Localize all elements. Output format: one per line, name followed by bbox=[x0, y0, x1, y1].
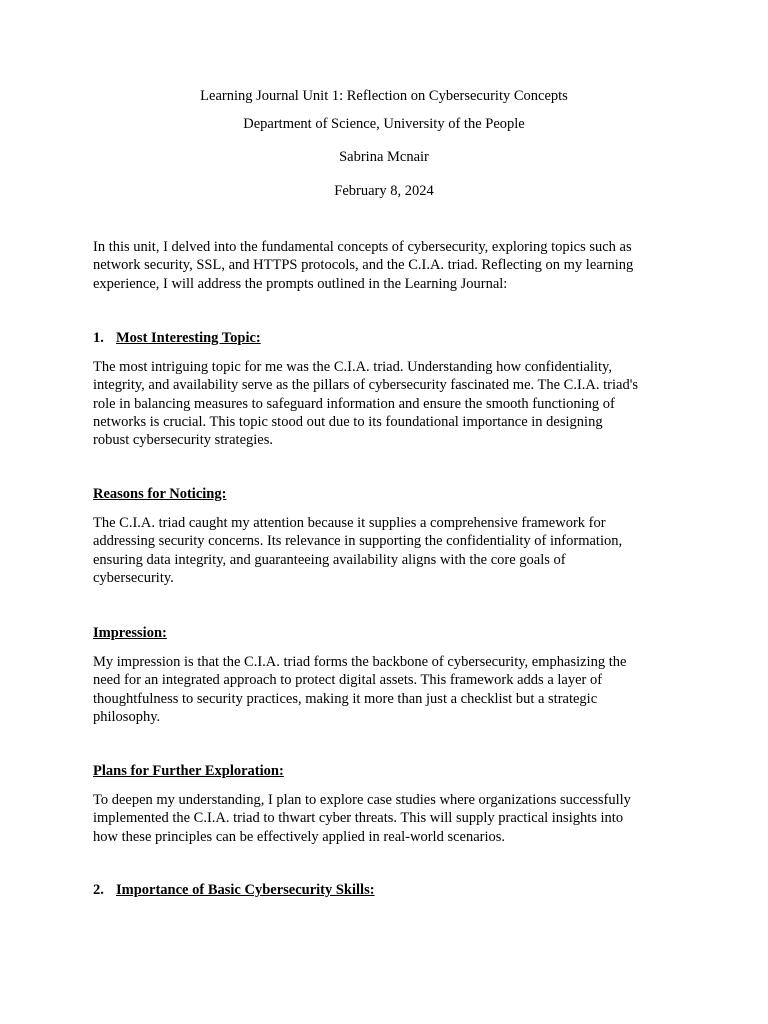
paragraph-line: role in balancing measures to safeguard information and ensure the smooth functioning of bbox=[93, 395, 615, 412]
document-date: February 8, 2024 bbox=[334, 183, 434, 199]
paragraph-line: The most intriguing topic for me was the C.I.A. triad. Understanding how confidentiality, bbox=[93, 359, 612, 375]
paragraph-line: networks is crucial. This topic stood out due to its foundational importance in designing bbox=[93, 413, 603, 430]
section-heading-text: Importance of Basic Cybersecurity Skills: bbox=[116, 882, 375, 898]
author-name: Sabrina Mcnair bbox=[339, 149, 429, 165]
section-heading-text: Most Interesting Topic: bbox=[116, 330, 261, 346]
paragraph-line: implemented the C.I.A. triad to thwart cyber threats. This will supply practical insights into bbox=[93, 810, 624, 827]
paragraph-line: cybersecurity. bbox=[93, 569, 174, 586]
paragraph-line: network security, SSL, and HTTPS protocols, and the C.I.A. triad. Reflecting on my learning bbox=[93, 257, 634, 274]
paragraph-line: In this unit, I delved into the fundamental concepts of cybersecurity, exploring topics such as bbox=[93, 239, 632, 255]
section-2-heading bbox=[93, 882, 375, 899]
section-1-paragraph bbox=[93, 358, 683, 449]
heading-text: Impression: bbox=[93, 625, 167, 641]
paragraph-line: philosophy. bbox=[93, 708, 161, 725]
paragraph-line: need for an integrated approach to protect digital assets. This framework adds a layer of bbox=[93, 672, 603, 689]
impression-paragraph bbox=[93, 653, 683, 726]
paragraph-line: thoughtfulness to security practices, making it more than just a checklist but a strategic bbox=[93, 690, 598, 707]
paragraph-line: experience, I will address the prompts outlined in the Learning Journal: bbox=[93, 275, 508, 292]
heading-text: Plans for Further Exploration: bbox=[93, 763, 284, 779]
paragraph-line: robust cybersecurity strategies. bbox=[93, 432, 273, 449]
reasons-paragraph bbox=[93, 514, 683, 587]
department-line: Department of Science, University of the People bbox=[243, 116, 525, 132]
paragraph-line: addressing security concerns. Its relevance in supporting the confidentiality of information, bbox=[93, 533, 623, 550]
paragraph-line: integrity, and availability serve as the pillars of cybersecurity fascinated me. The C.I.A. triad's bbox=[93, 377, 638, 394]
intro-paragraph bbox=[93, 238, 683, 293]
document-title: Learning Journal Unit 1: Reflection on Cybersecurity Concepts bbox=[200, 88, 568, 104]
plans-heading bbox=[93, 763, 284, 780]
section-1-heading bbox=[93, 330, 261, 347]
paragraph-line: ensuring data integrity, and guaranteeing availability aligns with the core goals of bbox=[93, 551, 566, 568]
paragraph-line: My impression is that the C.I.A. triad forms the backbone of cybersecurity, emphasizing the bbox=[93, 654, 627, 670]
heading-text: Reasons for Noticing: bbox=[93, 486, 227, 502]
paragraph-line: The C.I.A. triad caught my attention because it supplies a comprehensive framework for bbox=[93, 515, 606, 531]
reasons-heading bbox=[93, 486, 226, 503]
plans-paragraph bbox=[93, 791, 683, 846]
paragraph-line: how these principles can be effectively applied in real-world scenarios. bbox=[93, 828, 506, 845]
paragraph-line: To deepen my understanding, I plan to explore case studies where organizations successfully bbox=[93, 792, 631, 808]
section-number: 1. bbox=[93, 330, 104, 346]
section-number: 2. bbox=[93, 882, 104, 898]
impression-heading bbox=[93, 625, 167, 642]
